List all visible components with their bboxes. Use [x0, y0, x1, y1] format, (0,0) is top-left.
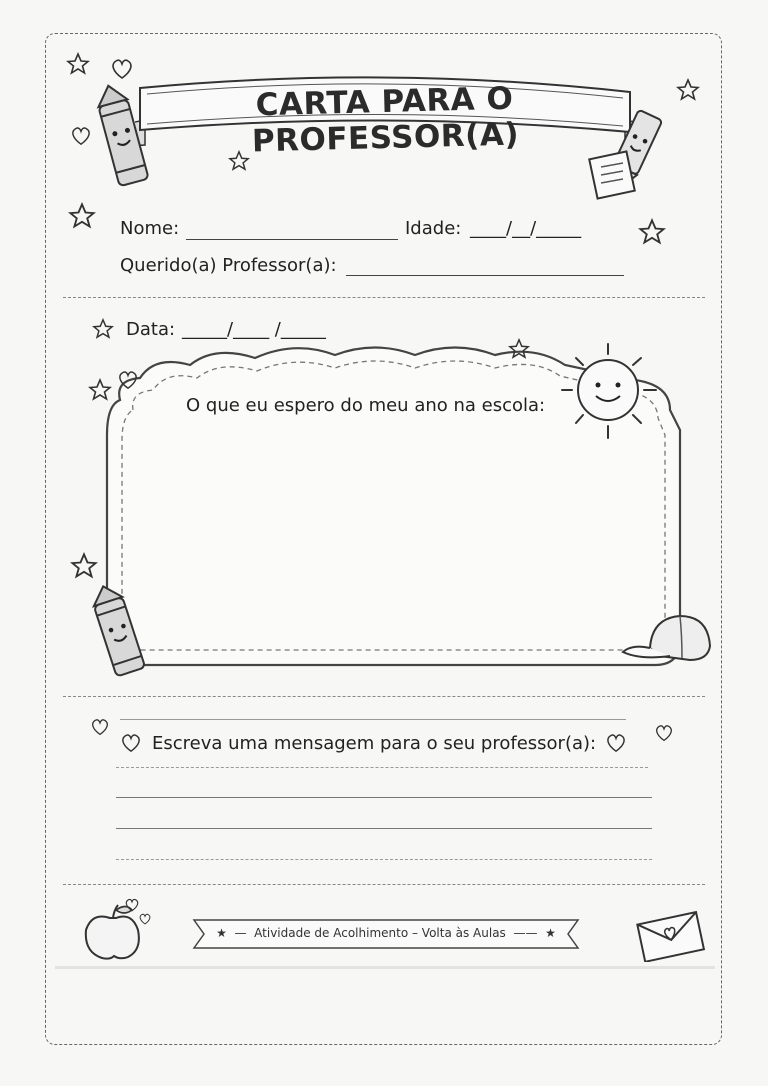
star-icon — [638, 218, 666, 246]
heart-icon — [654, 724, 674, 742]
heart-icon — [110, 58, 134, 80]
teacher-label: Querido(a) Professor(a): — [120, 255, 337, 276]
date-field[interactable]: _____/____ /_____ — [182, 319, 326, 340]
star-icon: ★ — [216, 926, 227, 940]
footer-shadow — [55, 966, 715, 969]
heart-icon — [120, 733, 142, 753]
heart-icon — [124, 898, 140, 912]
date-label: Data: — [126, 319, 176, 340]
message-line-1[interactable] — [116, 767, 648, 768]
envelope-icon — [630, 904, 710, 962]
divider — [63, 884, 705, 885]
star-icon — [70, 552, 98, 580]
heart-icon — [605, 733, 627, 753]
star-icon — [676, 78, 700, 102]
cap-icon — [620, 606, 715, 670]
heart-icon — [90, 718, 110, 736]
divider — [63, 297, 705, 298]
name-field[interactable] — [186, 239, 398, 240]
message-prompt: Escreva uma mensagem para o seu professor(a): — [152, 733, 597, 754]
star-icon — [508, 338, 530, 360]
message-top-line — [120, 719, 626, 720]
crayon-icon — [78, 582, 158, 682]
message-line-3[interactable] — [116, 828, 652, 829]
crayon-icon — [85, 82, 160, 192]
sun-icon — [548, 338, 668, 448]
star-icon — [68, 202, 96, 230]
footer-dash: — — [230, 926, 251, 940]
heart-icon — [138, 913, 152, 925]
age-label: Idade: — [405, 218, 462, 239]
name-label: Nome: — [120, 218, 180, 239]
page-title: CARTA PARA O PROFESSOR(A) — [251, 80, 520, 160]
footer-dash: —— — [509, 926, 542, 940]
footer-text — [190, 926, 582, 940]
star-icon — [88, 378, 112, 402]
age-field[interactable]: ____/__/_____ — [470, 218, 582, 239]
footer-label: Atividade de Acolhimento – Volta às Aulas — [254, 926, 506, 940]
divider — [63, 696, 705, 697]
message-line-4[interactable] — [116, 859, 652, 860]
pencil-icon — [585, 105, 680, 205]
teacher-field[interactable] — [346, 275, 624, 276]
heart-icon — [117, 370, 139, 390]
star-icon — [66, 52, 90, 76]
heart-icon — [70, 126, 92, 146]
star-icon: ★ — [545, 926, 556, 940]
star-icon — [228, 150, 250, 172]
star-icon — [92, 318, 114, 340]
expectations-prompt: O que eu espero do meu ano na escola: — [186, 395, 546, 416]
message-line-2[interactable] — [116, 797, 652, 798]
